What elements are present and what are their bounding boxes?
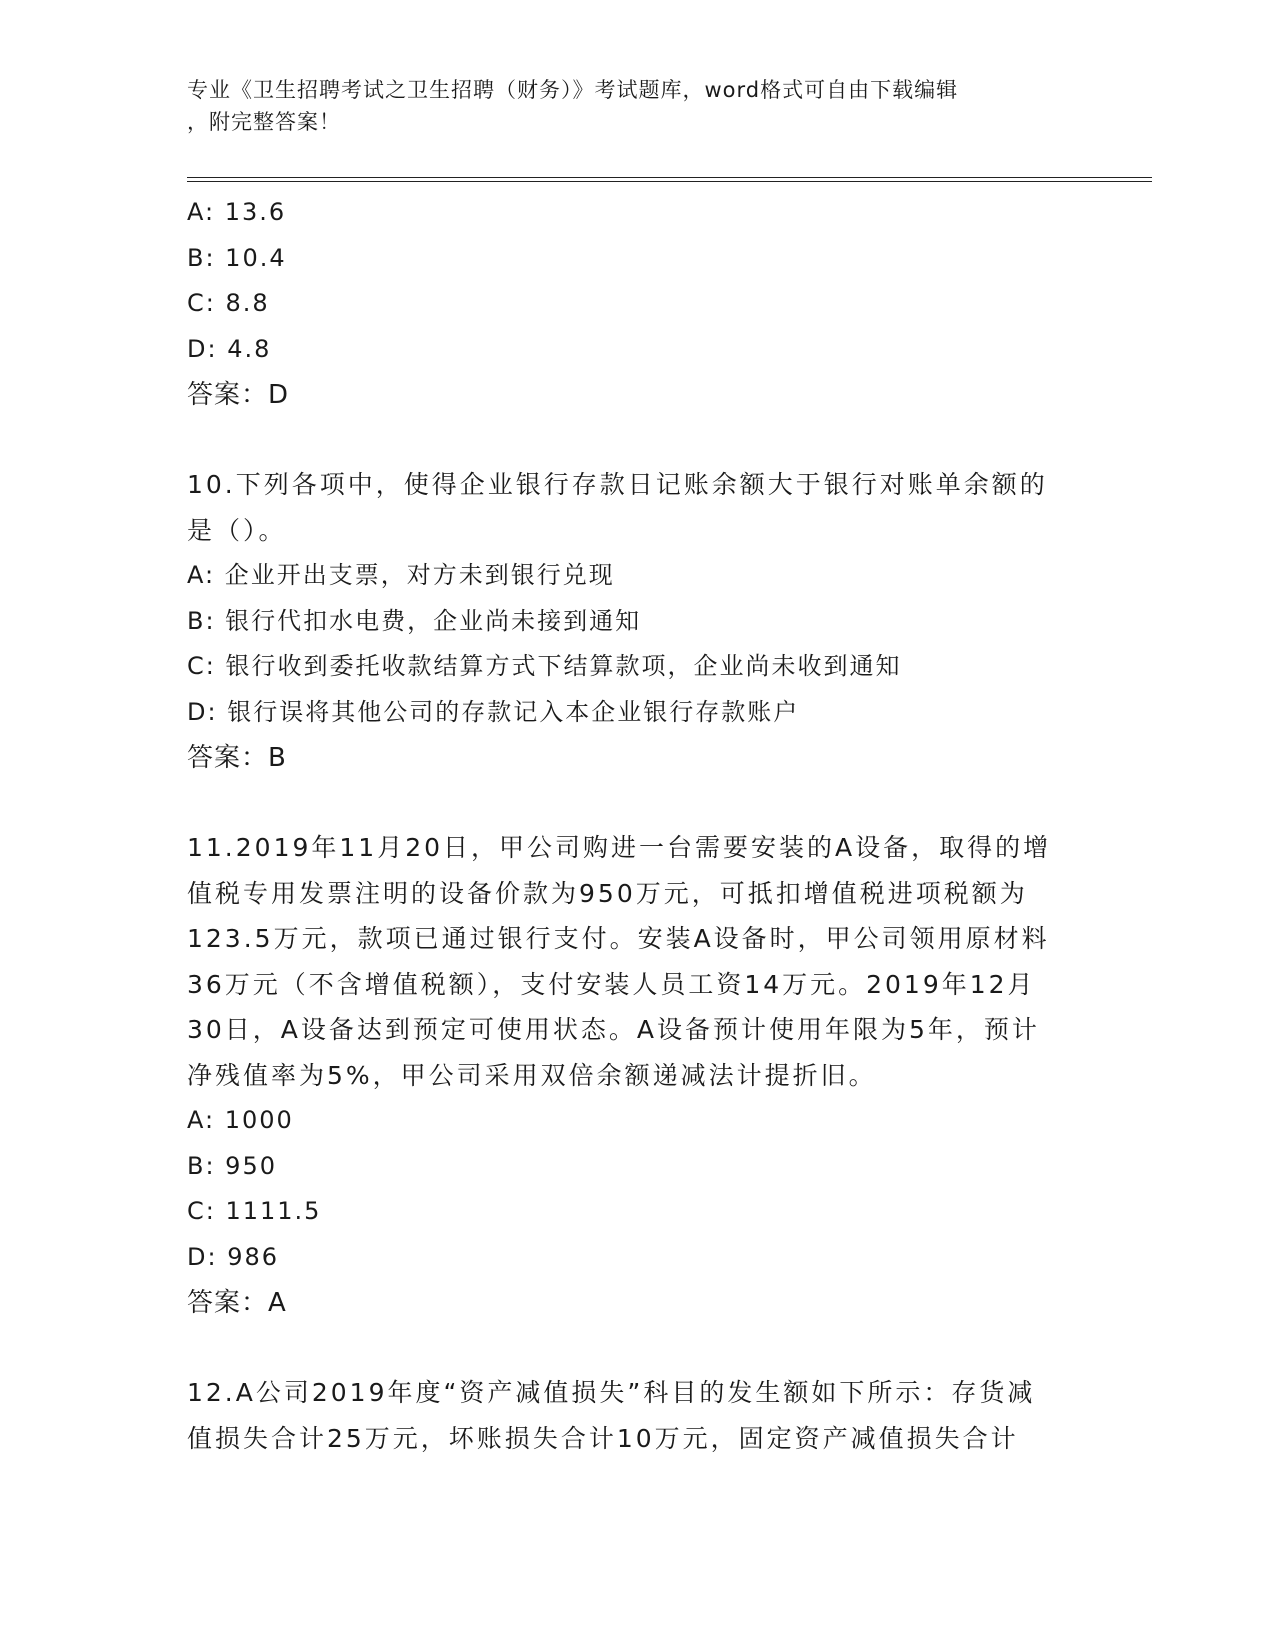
answer: 答案：D [187,380,290,410]
option-d: D: 986 [187,1242,280,1271]
header-line-2: ，附完整答案！ [187,110,341,134]
header-line-1: 专业《卫生招聘考试之卫生招聘（财务）》考试题库，word格式可自由下载编辑 [187,78,959,102]
document-header [187,74,1087,138]
question-text-line: 10.下列各项中，使得企业银行存款日记账余额大于银行对账单余额的 [187,470,1048,499]
header-divider-bottom [187,181,1152,182]
answer: 答案：A [187,1288,287,1318]
option-a: A: 1000 [187,1106,294,1134]
question-text-line: 11.2019年11月20日，甲公司购进一台需要安装的A设备，取得的增 [187,833,1052,862]
option-d: D: 4.8 [187,334,272,363]
question-text-line: 123.5万元，款项已通过银行支付。安装A设备时，甲公司领用原材料 [187,924,1050,953]
option-b: B: 10.4 [187,243,287,272]
option-d: D: 银行误将其他公司的存款记入本企业银行存款账户 [187,697,800,726]
question-text-line: 值损失合计25万元，坏账损失合计10万元，固定资产减值损失合计 [187,1423,1019,1453]
option-a: A: 13.6 [187,198,287,226]
option-a: A: 企业开出支票，对方未到银行兑现 [187,561,615,589]
option-c: C: 银行收到委托收款结算方式下结算款项，企业尚未收到通知 [187,652,902,680]
question-text-line: 净残值率为5%，甲公司采用双倍余额递减法计提折旧。 [187,1060,877,1090]
question-text-line: 30日，A设备达到预定可使用状态。A设备预计使用年限为5年，预计 [187,1015,1040,1044]
question-text-line: 值税专用发票注明的设备价款为950万元，可抵扣增值税进项税额为 [187,878,1028,908]
question-10 [187,462,1087,781]
option-c: C: 1111.5 [187,1197,322,1225]
question-text-line: 12.A公司2019年度“资产减值损失”科目的发生额如下所示：存货减 [187,1378,1036,1407]
question-text-line: 是（）。 [187,515,287,545]
question-12 [187,1370,1087,1461]
option-b: B: 银行代扣水电费，企业尚未接到通知 [187,606,642,635]
spacer [187,1326,1087,1370]
header-divider-top [187,177,1152,178]
question-text-line: 36万元（不含增值税额），支付安装人员工资14万元。2019年12月 [187,969,1036,999]
answer: 答案：B [187,743,287,773]
question-9 [187,190,1087,418]
option-c: C: 8.8 [187,289,270,317]
option-b: B: 950 [187,1151,277,1180]
question-11 [187,825,1087,1326]
spacer [187,781,1087,825]
question-content [187,190,1087,1461]
spacer [187,418,1087,462]
